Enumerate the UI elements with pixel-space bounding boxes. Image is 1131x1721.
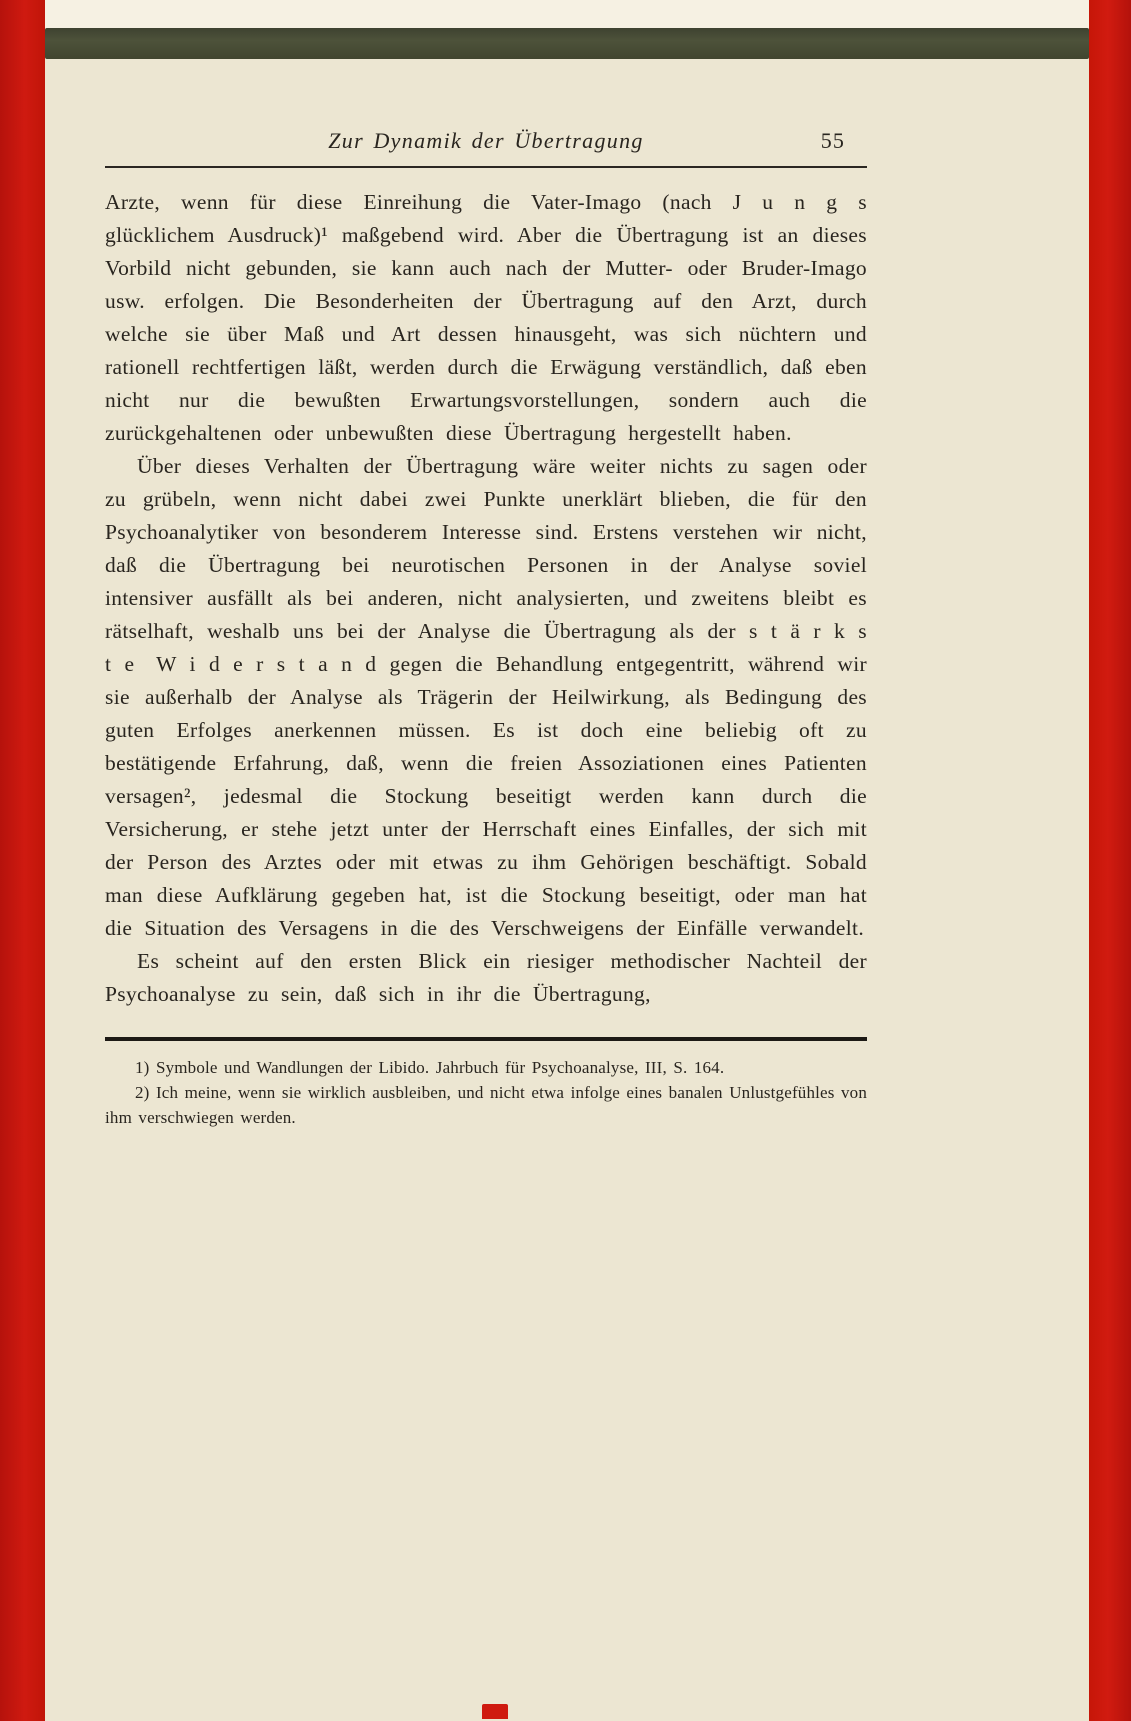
footnote-separator-rule [105, 1037, 867, 1041]
scan-top-margin [45, 0, 1089, 28]
scan-top-olive-band [45, 28, 1089, 59]
paragraph-continuation: Arzte, wenn für diese Einreihung die Vater-Imago (nach J u n g s glücklichem Ausdruck)¹ maßgebend wird. Aber die Übertragung ist an dieses Vorbild nicht gebunden, sie kann auch nach der Mutter- oder Bruder-Imago usw. erfolgen. Die Besonderheiten der Übertragung auf den Arzt, durch welche sie über Maß und Art dessen hinausgeht, was sich nüchtern und rationell rechtfertigen läßt, werden durch die Erwägung verständlich, daß eben nicht nur die bewußten Erwartungsvorstellungen, sondern auch die zurückgehaltenen oder unbewußten diese Übertragung hergestellt haben. [105, 190, 867, 445]
running-title: Zur Dynamik der Übertragung [328, 128, 644, 153]
footnote-2: 2) Ich meine, wenn sie wirklich ausbleiben, und nicht etwa infolge eines banalen Unlustgefühles von ihm verschwiegen werden. [105, 1083, 867, 1127]
red-edge-strip-right [1089, 0, 1131, 1721]
paragraph: Es scheint auf den ersten Blick ein riesiger methodischer Nachteil der Psychoanalyse zu sein, daß sich in ihr die Übertragung, [105, 949, 867, 1006]
page-header [105, 128, 867, 158]
header-rule [105, 166, 867, 168]
body-text [105, 186, 867, 1011]
footnotes [105, 1055, 867, 1130]
red-edge-strip-left [0, 0, 45, 1721]
red-bottom-mark [482, 1704, 508, 1719]
text-column [105, 128, 867, 1130]
page-number: 55 [820, 128, 845, 153]
footnote-1: 1) Symbole und Wandlungen der Libido. Jahrbuch für Psychoanalyse, III, S. 164. [135, 1058, 725, 1077]
paragraph: Über dieses Verhalten der Übertragung wäre weiter nichts zu sagen oder zu grübeln, wenn nicht dabei zwei Punkte unerklärt blieben, die für den Psychoanalytiker von besonderem Interesse sind. Erstens verstehen wir nicht, daß die Übertragung bei neurotischen Personen in der Analyse soviel intensiver ausfällt als bei anderen, nicht analysierten, und zweitens bleibt es rätselhaft, weshalb uns bei der Analyse die Übertragung als der s t ä r k s t e W i d e r s t a n d gegen die Behandlung entgegentritt, während wir sie außerhalb der Analyse als Trägerin der Heilwirkung, als Bedingung des guten Erfolges anerkennen müssen. Es ist doch eine beliebig oft zu bestätigende Erfahrung, daß, wenn die freien Assoziationen eines Patienten versagen², jedesmal die Stockung beseitigt werden kann durch die Versicherung, er stehe jetzt unter der Herrschaft eines Einfalles, der sich mit der Person des Arztes oder mit etwas zu ihm Gehörigen beschäftigt. Sobald man diese Aufklärung gegeben hat, ist die Stockung beseitigt, oder man hat die Situation des Versagens in die des Verschweigens der Einfälle verwandelt. [105, 454, 867, 940]
